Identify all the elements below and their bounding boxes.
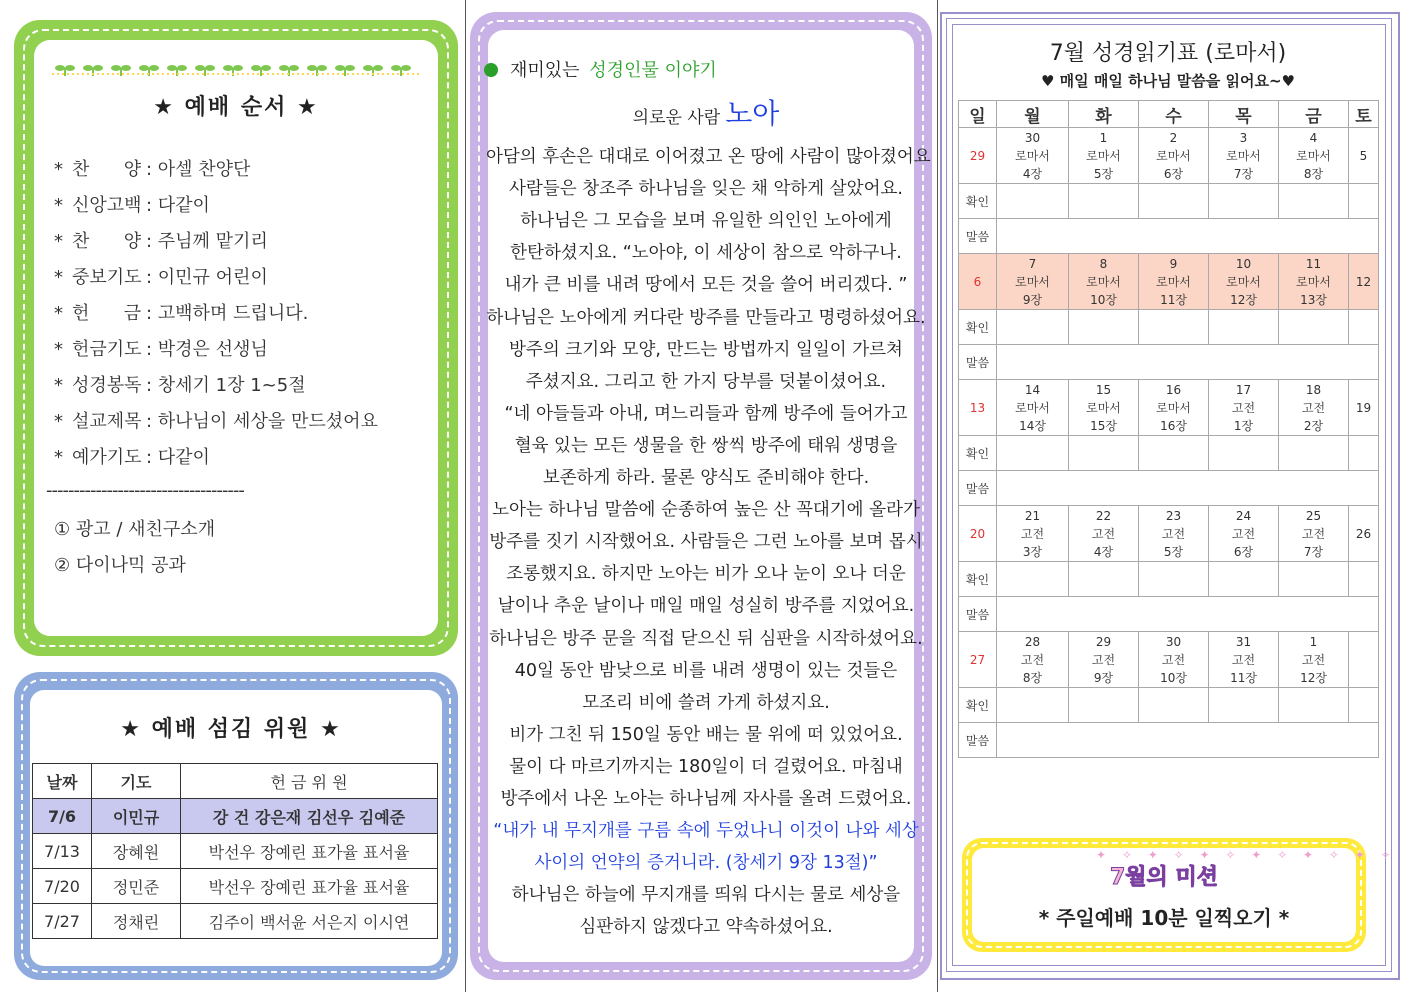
reading-chapter: 13장 <box>1300 292 1327 307</box>
order-label: 헌 금 <box>72 303 142 324</box>
reading-chapter: 12장 <box>1230 292 1257 307</box>
serve-header-offering: 헌 금 위 원 <box>181 764 438 799</box>
story-line: 모조리 비에 쓸려 가게 하셨지요. <box>582 692 830 713</box>
order-bullet: * <box>54 375 63 396</box>
serve-offering: 김주이 백서윤 서은지 이시연 <box>181 904 438 939</box>
table-row <box>33 834 438 869</box>
reading-book: 로마서 <box>1086 274 1121 289</box>
order-value: : 다같이 <box>146 195 210 216</box>
calendar-week-row <box>959 254 1379 310</box>
reading-book: 고전 <box>1231 652 1256 667</box>
check-cell[interactable] <box>1209 436 1279 471</box>
check-label: 확인 <box>959 562 997 597</box>
story-line: 심판하지 않겠다고 약속하셨어요. <box>579 917 833 938</box>
reading-day: 23 <box>1165 508 1182 523</box>
word-cell[interactable] <box>997 471 1379 506</box>
story-line: 주셨지요. 그리고 한 가지 당부를 덧붙이셨어요. <box>525 371 887 392</box>
story-line: 내가 큰 비를 내려 땅에서 모든 것을 쓸어 버리겠다. ” <box>504 275 908 296</box>
reading-book: 고전 <box>1231 400 1256 415</box>
reading-chapter: 9장 <box>1022 292 1043 307</box>
serve-prayer: 장혜원 <box>92 834 181 869</box>
order-bullet: * <box>54 267 63 288</box>
reading-cell <box>1139 254 1209 310</box>
story-line: 물이 다 마르기까지는 180일이 더 걸렸어요. 마침내 <box>509 756 903 777</box>
reading-day: 17 <box>1235 382 1252 397</box>
order-item <box>54 302 308 326</box>
serve-prayer: 이민규 <box>92 799 181 834</box>
check-cell[interactable] <box>1139 688 1209 723</box>
check-cell[interactable] <box>1069 436 1139 471</box>
check-cell[interactable] <box>1139 436 1209 471</box>
reading-day: 16 <box>1165 382 1182 397</box>
serve-header-prayer: 기도 <box>92 764 181 799</box>
check-label: 확인 <box>959 436 997 471</box>
story-line: 노아는 하나님 말씀에 순종하여 높은 산 꼭대기에 올라가 <box>492 500 920 521</box>
order-divider: ------------------------------------ <box>46 480 244 501</box>
reading-chapter: 10장 <box>1090 292 1117 307</box>
order-value: : 고백하며 드립니다. <box>146 303 309 324</box>
reading-cell <box>1209 632 1279 688</box>
order-item <box>54 194 210 218</box>
reading-chapter: 7장 <box>1233 166 1254 181</box>
check-cell[interactable] <box>1209 184 1279 219</box>
word-row <box>959 723 1379 758</box>
order-label: 예가기도 <box>72 447 142 468</box>
reading-day: 22 <box>1095 508 1112 523</box>
calendar-header-row <box>959 101 1379 128</box>
word-label: 말씀 <box>959 345 997 380</box>
reading-day: 3 <box>1239 130 1248 145</box>
serve-header-date: 날짜 <box>33 764 92 799</box>
check-row <box>959 688 1379 723</box>
order-label: 찬 양 <box>72 231 142 252</box>
reading-day: 4 <box>1309 130 1318 145</box>
reading-chapter: 6장 <box>1233 544 1254 559</box>
reading-chapter: 11장 <box>1230 670 1257 685</box>
reading-chapter: 1장 <box>1233 418 1254 433</box>
story-line: 방주에서 나온 노아는 하나님께 자사를 올려 드렸어요. <box>500 789 912 809</box>
reading-chapter: 2장 <box>1303 418 1324 433</box>
reading-chapter: 11장 <box>1160 292 1187 307</box>
word-row <box>959 219 1379 254</box>
check-cell[interactable] <box>1069 184 1139 219</box>
reading-book: 로마서 <box>1156 148 1191 163</box>
reading-book: 로마서 <box>1226 274 1261 289</box>
order-bullet: * <box>54 159 63 180</box>
check-cell[interactable] <box>997 688 1069 723</box>
check-cell[interactable] <box>1139 184 1209 219</box>
check-cell <box>1349 310 1379 345</box>
order-label: 신앙고백 <box>72 195 142 216</box>
calendar-week-row <box>959 632 1379 688</box>
reading-book: 고전 <box>1301 400 1326 415</box>
reading-cell <box>1279 254 1349 310</box>
mission-title: 7월의 미션 <box>1110 865 1218 890</box>
reading-chapter: 12장 <box>1300 670 1327 685</box>
reading-day: 21 <box>1024 508 1041 523</box>
order-value: : 아셀 찬양단 <box>146 159 251 180</box>
story-line: “내가 내 무지개를 구름 속에 두었나니 이것이 나와 세상 <box>493 821 919 842</box>
table-row <box>33 869 438 904</box>
check-cell[interactable] <box>1279 184 1349 219</box>
reading-calendar <box>958 100 1379 758</box>
order-value: : 하나님이 세상을 만드셨어요 <box>146 411 378 432</box>
weekday-header: 화 <box>1069 101 1139 128</box>
reading-cell <box>1139 380 1209 436</box>
order-value: : 창세기 1장 1~5절 <box>146 375 306 396</box>
story-line: “네 아들들과 아내, 며느리들과 함께 방주에 들어가고 <box>504 403 908 424</box>
reading-book: 고전 <box>1301 526 1326 541</box>
reading-cell <box>1069 128 1139 184</box>
word-cell[interactable] <box>997 723 1379 758</box>
serve-header-row <box>33 764 438 799</box>
reading-day: 18 <box>1305 382 1322 397</box>
worship-order-title: ★ 예배 순서 ★ <box>153 95 319 120</box>
divider-line-right <box>937 0 938 992</box>
reading-day: 8 <box>1099 256 1108 271</box>
mission-text: * 주일예배 10분 일찍오기 * <box>1038 906 1290 930</box>
order-label: 찬 양 <box>72 159 142 180</box>
word-row <box>959 345 1379 380</box>
reading-book: 로마서 <box>1156 274 1191 289</box>
story-line: 비가 그친 뒤 150일 동안 배는 물 위에 떠 있었어요. <box>509 724 903 745</box>
order-item <box>54 410 378 434</box>
reading-day: 14 <box>1024 382 1041 397</box>
reading-cell <box>1209 506 1279 562</box>
story-intro-text: 재미있는 <box>510 60 580 81</box>
saturday-date: 26 <box>1349 506 1379 562</box>
order-bullet: * <box>54 411 63 432</box>
calendar-week-row <box>959 506 1379 562</box>
sunday-date: 29 <box>959 128 997 184</box>
serve-date: 7/13 <box>33 834 92 869</box>
weekday-header: 토 <box>1349 101 1379 128</box>
order-label: 설교제목 <box>72 411 142 432</box>
check-label: 확인 <box>959 688 997 723</box>
reading-day: 25 <box>1305 508 1322 523</box>
reading-day: 31 <box>1235 634 1252 649</box>
calendar-subtitle: ♥ 매일 매일 하나님 말씀을 읽어요~♥ <box>1041 72 1295 90</box>
reading-day: 30 <box>1165 634 1182 649</box>
sunday-date: 13 <box>959 380 997 436</box>
check-cell <box>1349 436 1379 471</box>
weekday-header: 월 <box>997 101 1069 128</box>
divider-line-left <box>465 0 466 992</box>
reading-day: 15 <box>1095 382 1112 397</box>
reading-day: 1 <box>1099 130 1108 145</box>
reading-day: 7 <box>1028 256 1037 271</box>
order-bullet: * <box>54 303 63 324</box>
reading-book: 로마서 <box>1086 400 1121 415</box>
reading-cell <box>1069 506 1139 562</box>
check-cell[interactable] <box>1139 562 1209 597</box>
check-cell[interactable] <box>997 436 1069 471</box>
check-cell <box>1349 184 1379 219</box>
story-line: 날이나 추운 날이나 매일 매일 성실히 방주를 지었어요. <box>497 596 915 617</box>
order-value: : 다같이 <box>146 447 210 468</box>
reading-book: 로마서 <box>1015 274 1050 289</box>
saturday-date: 5 <box>1349 128 1379 184</box>
story-line: 하나님은 그 모습을 보며 유일한 의인인 노아에게 <box>520 211 892 232</box>
note-announcement: ① 광고 / 새친구소개 <box>54 519 216 540</box>
reading-cell <box>1139 632 1209 688</box>
word-cell[interactable] <box>997 597 1379 632</box>
word-label: 말씀 <box>959 597 997 632</box>
reading-chapter: 15장 <box>1090 418 1117 433</box>
check-row <box>959 562 1379 597</box>
reading-day: 30 <box>1024 130 1041 145</box>
saturday-date: 12 <box>1349 254 1379 310</box>
saturday-date: 19 <box>1349 380 1379 436</box>
saturday-date <box>1349 632 1379 688</box>
check-cell[interactable] <box>1209 562 1279 597</box>
calendar-title: 7월 성경읽기표 (로마서) <box>1049 41 1287 66</box>
word-label: 말씀 <box>959 219 997 254</box>
check-cell[interactable] <box>1069 310 1139 345</box>
check-cell[interactable] <box>1069 562 1139 597</box>
reading-book: 고전 <box>1161 652 1186 667</box>
check-cell[interactable] <box>1279 436 1349 471</box>
sunday-date: 20 <box>959 506 997 562</box>
reading-cell <box>1069 632 1139 688</box>
story-line: 혈육 있는 모든 생물을 한 쌍씩 방주에 태워 생명을 <box>514 435 898 456</box>
serve-table <box>32 763 438 939</box>
story-line: 조롱했지요. 하지만 노아는 비가 오나 눈이 오나 더운 <box>506 564 906 585</box>
story-line: 사이의 언약의 증거니라. (창세기 9장 13절)” <box>534 853 878 874</box>
order-value: : 박경은 선생님 <box>146 339 268 360</box>
check-cell[interactable] <box>1279 310 1349 345</box>
check-row <box>959 310 1379 345</box>
order-item <box>54 338 268 362</box>
table-row <box>33 799 438 834</box>
story-line: 하나님은 하늘에 무지개를 띄워 다시는 물로 세상을 <box>511 885 901 906</box>
story-intro-highlight: 성경인물 이야기 <box>589 60 717 81</box>
reading-cell <box>1279 380 1349 436</box>
reading-cell <box>997 506 1069 562</box>
reading-cell <box>1139 506 1209 562</box>
reading-book: 고전 <box>1091 526 1116 541</box>
reading-chapter: 7장 <box>1303 544 1324 559</box>
order-item <box>54 266 268 290</box>
reading-day: 24 <box>1235 508 1252 523</box>
reading-chapter: 8장 <box>1303 166 1324 181</box>
reading-cell <box>1139 128 1209 184</box>
check-cell[interactable] <box>1139 310 1209 345</box>
serve-committee-title: ★ 예배 섬김 위원 ★ <box>120 717 342 742</box>
order-item <box>54 230 268 254</box>
reading-book: 고전 <box>1231 526 1256 541</box>
reading-book: 고전 <box>1091 652 1116 667</box>
serve-prayer: 정민준 <box>92 869 181 904</box>
reading-cell <box>1279 632 1349 688</box>
reading-chapter: 5장 <box>1163 544 1184 559</box>
reading-cell <box>997 632 1069 688</box>
serve-offering: 박선우 장예린 표가율 표서율 <box>181 869 438 904</box>
reading-book: 고전 <box>1020 652 1045 667</box>
order-bullet: * <box>54 195 63 216</box>
order-label: 중보기도 <box>72 267 142 288</box>
serve-offering: 강 건 강은재 김선우 김예준 <box>181 799 438 834</box>
story-subtitle <box>486 92 926 132</box>
reading-cell <box>997 254 1069 310</box>
sprout-border-icon <box>52 58 422 76</box>
order-label: 헌금기도 <box>72 339 142 360</box>
check-cell[interactable] <box>1209 688 1279 723</box>
story-subtitle-name: 노아 <box>725 97 780 130</box>
reading-book: 고전 <box>1020 526 1045 541</box>
word-label: 말씀 <box>959 471 997 506</box>
check-cell[interactable] <box>997 184 1069 219</box>
check-cell[interactable] <box>1209 310 1279 345</box>
reading-cell <box>1209 128 1279 184</box>
serve-date: 7/27 <box>33 904 92 939</box>
order-item <box>54 374 306 398</box>
reading-cell <box>1209 254 1279 310</box>
reading-cell <box>1279 128 1349 184</box>
reading-day: 1 <box>1309 634 1318 649</box>
reading-book: 로마서 <box>1296 148 1331 163</box>
reading-chapter: 9장 <box>1093 670 1114 685</box>
reading-chapter: 8장 <box>1022 670 1043 685</box>
reading-chapter: 3장 <box>1022 544 1043 559</box>
check-cell[interactable] <box>1279 562 1349 597</box>
serve-prayer: 정채린 <box>92 904 181 939</box>
calendar-week-row <box>959 380 1379 436</box>
word-row <box>959 471 1379 506</box>
serve-date: 7/6 <box>33 799 92 834</box>
reading-day: 29 <box>1095 634 1112 649</box>
order-item <box>54 158 250 182</box>
reading-cell <box>997 380 1069 436</box>
serve-date: 7/20 <box>33 869 92 904</box>
reading-chapter: 4장 <box>1022 166 1043 181</box>
reading-chapter: 16장 <box>1160 418 1187 433</box>
story-line: 하나님은 방주 문을 직접 닫으신 뒤 심판을 시작하셨어요. <box>489 628 923 649</box>
sunday-date: 27 <box>959 632 997 688</box>
table-row <box>33 904 438 939</box>
check-cell <box>1349 562 1379 597</box>
story-line: 방주를 짓기 시작했어요. 사람들은 그런 노아를 보며 몹시 <box>489 532 923 553</box>
reading-book: 고전 <box>1301 652 1326 667</box>
story-line: 아담의 후손은 대대로 이어졌고 온 땅에 사람이 많아졌어요 <box>486 147 931 167</box>
reading-day: 28 <box>1024 634 1041 649</box>
order-value: : 주님께 맡기리 <box>146 231 268 252</box>
reading-book: 로마서 <box>1226 148 1261 163</box>
reading-cell <box>1209 380 1279 436</box>
word-cell[interactable] <box>997 345 1379 380</box>
sunday-date: 6 <box>959 254 997 310</box>
weekday-header: 일 <box>959 101 997 128</box>
weekday-header: 수 <box>1139 101 1209 128</box>
weekday-header: 금 <box>1279 101 1349 128</box>
check-cell <box>1349 688 1379 723</box>
reading-cell <box>997 128 1069 184</box>
green-dot-icon <box>484 63 498 77</box>
check-label: 확인 <box>959 310 997 345</box>
serve-offering: 박선우 장예린 표가율 표서율 <box>181 834 438 869</box>
reading-book: 로마서 <box>1015 148 1050 163</box>
order-bullet: * <box>54 339 63 360</box>
reading-chapter: 14장 <box>1019 418 1046 433</box>
reading-book: 고전 <box>1161 526 1186 541</box>
reading-chapter: 10장 <box>1160 670 1187 685</box>
order-bullet: * <box>54 231 63 252</box>
reading-cell <box>1069 380 1139 436</box>
reading-book: 로마서 <box>1156 400 1191 415</box>
reading-day: 11 <box>1305 256 1322 271</box>
reading-book: 로마서 <box>1015 400 1050 415</box>
order-bullet: * <box>54 447 63 468</box>
check-row <box>959 184 1379 219</box>
note-lesson: ② 다이나믹 공과 <box>54 555 186 576</box>
check-cell[interactable] <box>997 562 1069 597</box>
reading-chapter: 4장 <box>1093 544 1114 559</box>
calendar-week-row <box>959 128 1379 184</box>
order-label: 성경봉독 <box>72 375 142 396</box>
story-line: 한탄하셨지요. “노아야, 이 세상이 참으로 악하구나. <box>510 243 902 264</box>
word-label: 말씀 <box>959 723 997 758</box>
reading-cell <box>1069 254 1139 310</box>
check-cell[interactable] <box>1069 688 1139 723</box>
story-subtitle-prefix: 의로운 사람 <box>632 108 721 128</box>
reading-chapter: 6장 <box>1163 166 1184 181</box>
check-cell[interactable] <box>997 310 1069 345</box>
reading-book: 로마서 <box>1296 274 1331 289</box>
reading-day: 9 <box>1169 256 1178 271</box>
story-line: 방주의 크기와 모양, 만드는 방법까지 일일이 가르쳐 <box>509 339 903 360</box>
reading-day: 10 <box>1235 256 1252 271</box>
weekday-header: 목 <box>1209 101 1279 128</box>
word-cell[interactable] <box>997 219 1379 254</box>
reading-book: 로마서 <box>1086 148 1121 163</box>
check-row <box>959 436 1379 471</box>
reading-day: 2 <box>1169 130 1178 145</box>
story-line: 보존하게 하라. 물론 양식도 준비해야 한다. <box>542 468 870 488</box>
story-intro <box>484 56 717 82</box>
story-line: 하나님은 노아에게 커다란 방주를 만들라고 명령하셨어요. <box>486 307 926 328</box>
word-row <box>959 597 1379 632</box>
check-label: 확인 <box>959 184 997 219</box>
story-line: 사람들은 창조주 하나님을 잊은 채 악하게 살았어요. <box>509 179 903 200</box>
mission-stars-icon: ✦ ✧ ✦ ✧ ✦ ✧ ✦ ✧ ✦ ✧ ✦ ✧ <box>1096 848 1397 862</box>
order-item <box>54 446 210 470</box>
order-value: : 이민규 어린이 <box>146 267 268 288</box>
check-cell[interactable] <box>1279 688 1349 723</box>
story-line: 40일 동안 밤낮으로 비를 내려 생명이 있는 것들은 <box>514 660 898 681</box>
reading-cell <box>1279 506 1349 562</box>
reading-chapter: 5장 <box>1093 166 1114 181</box>
